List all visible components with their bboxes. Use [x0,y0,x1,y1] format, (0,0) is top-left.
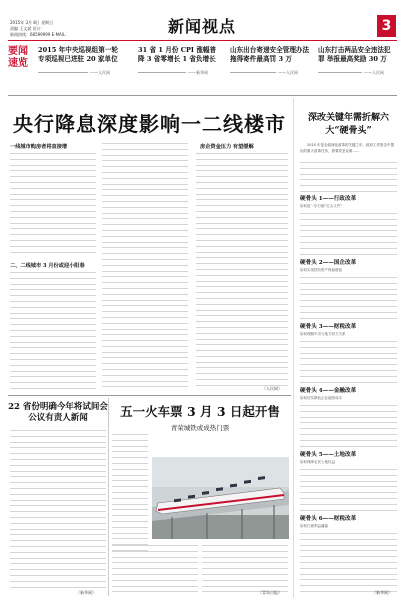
express-item[interactable]: 31 省 1 月份 CPI 涨幅普降 3 省零增长 1 省负增长 [138,46,217,63]
subheading: 一线城市购房者将直接增 [10,144,68,150]
story-source: （人民网） [262,386,282,391]
masthead-rule [8,40,397,41]
sidebar-headline: 深改关键年需折解六大“硬骨头” [307,113,389,136]
key-item-title: 硬骨头 6——财税改革 [300,516,357,522]
body-text [300,341,397,385]
body-text [300,469,397,513]
editor-line: 责编 王文斌 设计： [10,26,45,31]
key-item-title: 硬骨头 1——行政改革 [300,196,357,202]
key-item-title: 硬骨头 4——金融改革 [300,388,357,394]
express-item[interactable]: 山东打击两品安全违法犯罪 举报最高奖励 30 万 [318,46,391,63]
body-text [300,277,397,321]
express-source: ——新华网 [188,70,208,75]
body-text [112,545,198,595]
key-item-subtitle: 如何保障农民土地权益 [300,460,335,464]
divider [318,72,362,73]
key-item-title: 硬骨头 5——土地改革 [300,452,357,458]
body-text [300,162,397,192]
hotline: 新闻热线：68599999 E-MAIL： [10,32,70,37]
main-headline: 央行降息深度影响一二线楼市 [13,112,286,136]
body-text [196,153,288,391]
key-item [300,258,397,321]
key-item-subtitle: 如何打破利益藩篱 [300,524,328,528]
story-source: （新华网） [76,590,96,595]
divider [38,72,88,73]
column-rule [108,398,109,596]
masthead [0,0,403,44]
train-photo [152,457,289,539]
center-lower-subheadline: 青荣城铁或成热门票 [170,424,230,432]
masthead-meta [10,20,140,38]
divider [230,72,276,73]
section-divider [8,395,291,396]
body-text [102,143,188,391]
news-express [8,44,397,92]
subheading: 房企资金压力 有望缓解 [200,144,254,150]
story-source: （青岛日报） [258,590,282,595]
express-item[interactable]: 2015 年中央巡视组第一轮专项巡视已进驻 20 家单位 [38,46,118,63]
key-item [300,322,397,385]
express-source: ——人民网 [278,70,298,75]
key-item [300,450,397,513]
body-text [300,405,397,449]
key-item-subtitle: 如何切实降低企业融资成本 [300,396,342,400]
express-source: ——人民网 [90,70,110,75]
key-item-subtitle: 如何理顺中央与地方财力关系 [300,332,346,336]
key-item-subtitle: 如何进一步打破“红头文件” [300,204,343,208]
key-item [300,514,397,595]
page-number: 3 [377,15,396,37]
body-text [202,545,288,595]
body-text [300,213,397,257]
divider [138,72,186,73]
express-rule [8,95,397,96]
center-lower-headline: 五一火车票 3 月 3 日起开售 [120,404,280,419]
express-source: ——人民网 [364,70,384,75]
express-item[interactable]: 山东出台寄递安全管理办法 拖得寄件最高罚 3 万 [230,46,310,63]
left-lower-headline: 22 省份明确今年将试间会公议有责人新闻 [8,402,108,423]
key-item-title: 硬骨头 3——财税改革 [300,324,357,330]
section-logo: 新闻视点 [168,17,237,36]
express-label: 要闻速览 [8,46,28,69]
subheading: 二、二线城市 3 月份或迎小阳春 [10,263,85,269]
story-source: （新华网） [372,590,392,595]
sidebar-intro: 2015 年是全面深化改革的关键之年，政府工作报告中提出的重大改革任务，需要攻坚克难…… [300,143,395,153]
body-text [10,430,106,590]
body-text [10,272,96,392]
key-item-title: 硬骨头 2——国企改革 [300,260,357,266]
key-item [300,386,397,449]
body-text [10,153,96,257]
issue-date: 2015年 3月 8日 星期日 [10,20,54,25]
body-text [300,533,397,595]
key-item-subtitle: 如何实现国有资产保值增值 [300,268,342,272]
train-photo-image [152,457,289,539]
body-text [112,434,148,554]
key-item [300,194,397,257]
